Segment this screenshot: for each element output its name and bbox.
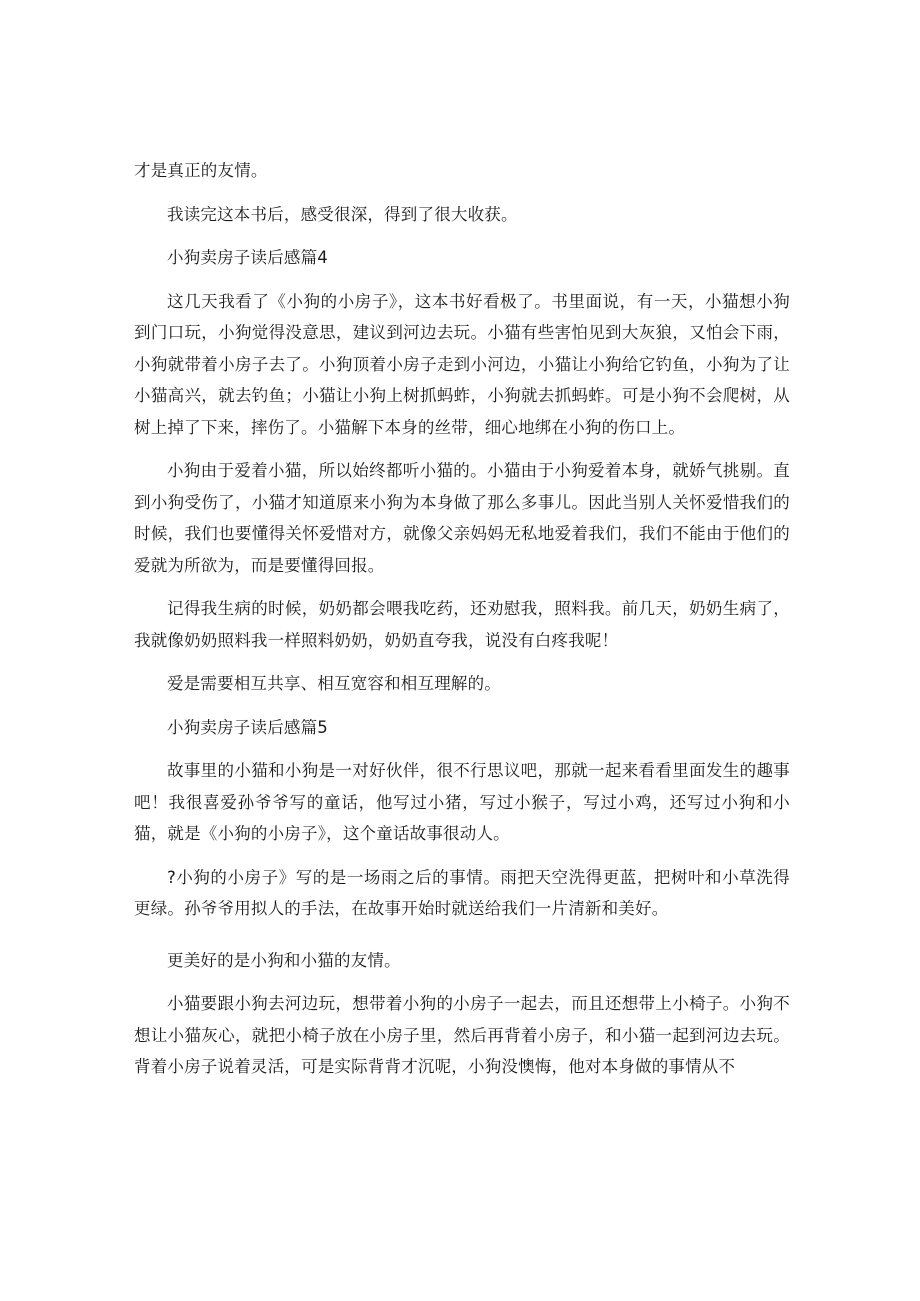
paragraph: 记得我生病的时候，奶奶都会喂我吃药，还劝慰我，照料我。前几天，奶奶生病了，我就像奶奶照料我一样照料奶奶，奶奶直夸我，说没有白疼我呢！ [134, 599, 790, 650]
paragraph: 爱是需要相互共享、相互宽容和相互理解的。 [167, 674, 501, 693]
section-heading-4: 小狗卖房子读后感篇4 [167, 248, 328, 267]
paragraph: ?小狗的小房子》写的是一场雨之后的事情。雨把天空洗得更蓝，把树叶和小草洗得更绿。孙爷爷用拟人的手法，在故事开始时就送给我们一片清新和美好。 [134, 867, 790, 918]
paragraph: 这几天我看了《小狗的小房子》，这本书好看极了。书里面说，有一天，小猫想小狗到门口玩，小狗觉得没意思，建议到河边去玩。小猫有些害怕见到大灰狼，又怕会下雨，小狗就带着小房子去了。小狗顶着小房子走到小河边，小猫让小狗给它钓鱼，小狗为了让小猫高兴，就去钓鱼；小猫让小狗上树抓蚂蚱，小狗就去抓蚂蚱。可是小狗不会爬树，从树上掉了下来，摔伤了。小猫解下本身的丝带，细心地绑在小狗的伤口上。 [134, 291, 790, 437]
paragraph: 我读完这本书后，感受很深，得到了很大收获。 [167, 204, 518, 224]
paragraph: 更美好的是小狗和小猫的友情。 [167, 950, 401, 970]
document-body [134, 155, 790, 1095]
section-heading-5: 小狗卖房子读后感篇5 [167, 717, 328, 737]
paragraph: 小猫要跟小狗去河边玩，想带着小狗的小房子一起去，而且还想带上小椅子。小狗不想让小猫灰心，就把小椅子放在小房子里，然后再背着小房子，和小猫一起到河边去玩。背着小房子说着灵活，可是实际背背才沉呢，小狗没懊悔，他对本身做的事情从不 [134, 994, 790, 1076]
paragraph: 故事里的小猫和小狗是一对好伙伴，很不行思议吧，那就一起来看看里面发生的趣事吧！我很喜爱孙爷爷写的童话，他写过小猪，写过小猴子，写过小鸡，还写过小狗和小猫，就是《小狗的小房子》，这个童话故事很动人。 [134, 761, 790, 843]
paragraph-continuation: 才是真正的友情。 [134, 161, 268, 180]
paragraph: 小狗由于爱着小猫，所以始终都听小猫的。小猫由于小狗爱着本身，就娇气挑剔。直到小狗受伤了，小猫才知道原来小狗为本身做了那么多事儿。因此当别人关怀爱惜我们的时候，我们也要懂得关怀爱惜对方，就像父亲妈妈无私地爱着我们，我们不能由于他们的爱就为所欲为，而是要懂得回报。 [134, 461, 790, 575]
